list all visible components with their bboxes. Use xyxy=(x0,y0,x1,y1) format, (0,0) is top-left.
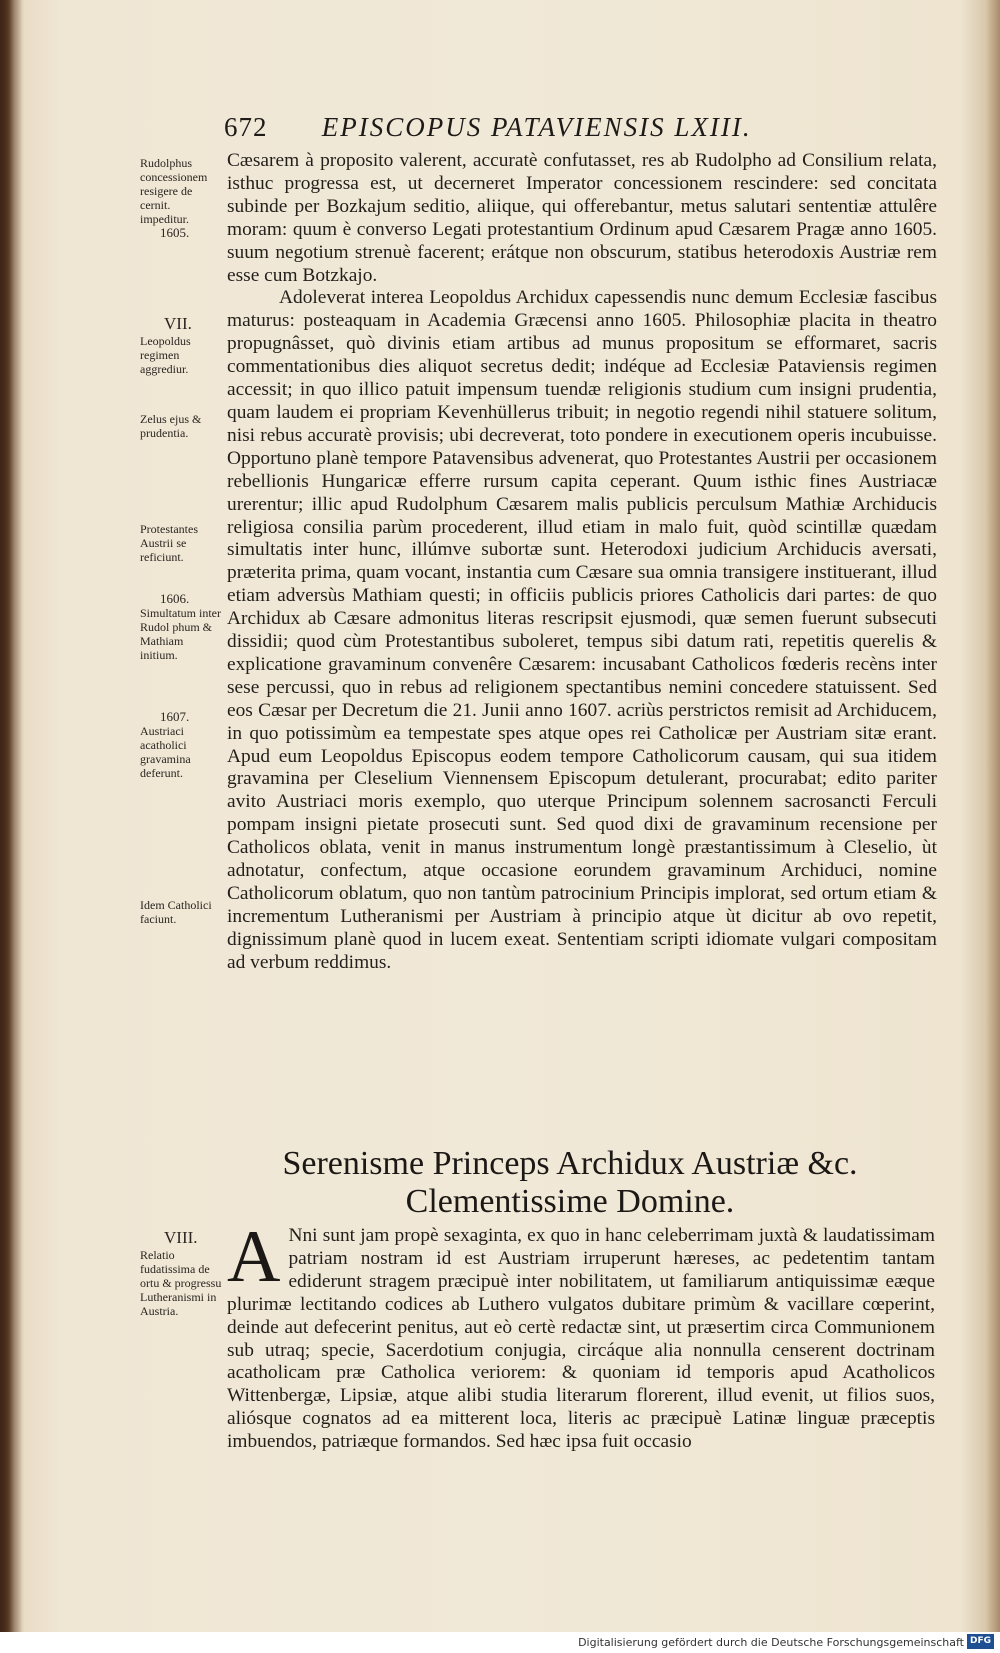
footer-credit: Digitalisierung gefördert durch die Deutsche Forschungsgemeinschaft xyxy=(578,1636,964,1649)
margin-note-text: Rudolphus concessionem resigere de cernit. impeditur. xyxy=(140,156,208,226)
margin-note xyxy=(140,522,222,564)
dfg-logo: DFG xyxy=(967,1634,994,1649)
margin-note-year: 1607. xyxy=(160,709,190,724)
margin-note-text: Protestantes Austrii se reficiunt. xyxy=(140,522,198,564)
margin-note-year: 1605. xyxy=(160,225,190,240)
margin-note xyxy=(140,412,222,440)
section-number: VII. xyxy=(164,314,192,333)
margin-note-text: Relatio fudatissima de ortu & progressu Lutheranismi in Austria. xyxy=(140,1248,222,1318)
margin-note-text: Leopoldus regimen aggrediur. xyxy=(140,334,191,376)
margin-note-year: 1606. xyxy=(160,591,190,606)
margin-note xyxy=(140,592,222,662)
letter-text: Nni sunt jam propè sexaginta, ex quo in hanc celeberrimam juxtà & laudatissimam patriam nostram id est Austriam irruperunt hæreses, ac pedetentim tantam ediderunt stragem præcipuè inter nobilitatem, ut familiarum antiquissimæ eæque plurimæ lectitando codices ab Luthero vulgatos dubitare primùm & vacillare cœperint, deinde aut defecerint penitus, aut eò certè redactæ sint, ut præsertim circa Communionem sub utraq; specie, Sacerdotium conjugia, circáque alia nonnulla censerent doctrinam acatholicam præ Catholica veriorem: & quoniam id temporis apud Acatholicos Wittenbergæ, Lipsiæ, atque alibi studia literarum florerent, illud evenit, ut filios suos, aliósque cognatos ad ea mitterent loca, literis ac præcipuè Latinæ linguæ præceptis imbuendos, patriæque formandos. Sed hæc ipsa fuit occasio xyxy=(227,1225,935,1453)
margin-note xyxy=(140,710,222,780)
margin-note xyxy=(140,314,222,376)
section-number: VIII. xyxy=(164,1228,198,1247)
margin-note xyxy=(140,898,222,926)
drop-capital: A xyxy=(227,1216,281,1298)
margin-note xyxy=(140,1228,222,1318)
letter-heading-line2: Clementissime Domine. xyxy=(405,1183,735,1220)
margin-note-text: Simultatum inter Rudol phum & Mathiam initium. xyxy=(140,606,221,662)
paragraph: Adoleverat interea Leopoldus Archidux capessendis nunc demum Ecclesiæ fascibus maturus: posteaquam in Academia Græcensi anno 1605. Philosophiæ placita in theatro propugnâsset, quò divinis etiam artibus ad munus propositum se efformaret, sacris commentationibus dies aliquot secretus dedit; indéque ad Ecclesiæ Pataviensis regimen accessit; in quo illico patuit impensum tuendæ religionis studium cum insigni prudentia, quam laudem ei propriam Kevenhüllerus tribuit; in negotio regendi nihil statuere solitum, nisi rebus accuratè provisis; ubi decreverat, toto pondere in executionem operis incubuisse. Opportuno planè tempore Patavensibus advenerat, quo Protestantes Austrii per occasionem rebellionis Hungaricæ efferre rursum capita ceperant. Quum isthic fines Austriacæ urerentur; illic apud Rudolphum Cæsarem malis publicis perculsum Mathiæ Archiducis religiosa consilia parùm procederent, illud etiam in malo fuit, quòd scintillæ quædam simultatis inter hunc, illúmve subortæ sunt. Heterodoxi judicium Archiducis aversati, præterita prima, quam vocant, instantia cum Cæsare sua omnia transigere instituerant, illud etiam adversùs Mathiam questi; in officiis publicis priores Catholicis dari partes: de quo Archidux ab Cæsare admonitus literas rescripsit ejusmodi, quæ semen fuerunt subsecuti dissidii; quod cùm Protestantibus suboleret, tempus sibi datum rati, repetitis querelis & explicatione gravaminum convenêre Cæsarem: incusabant Catholicos fœderis recèns inter sese percussi, quo in rebus ad religionem spectantibus nemini concedere statuissent. Sed eos Cæsar per Decretum die 21. Junii anno 1607. acriùs perstrictos remisit ad Archiducem, in quo potissimùm ea tempestate spes atque opes rei Catholicæ per Austriam sitæ erant. Apud eum Leopoldus Episcopus eodem tempore Catholicorum causam, qui sua itidem gravamina per Cleselium Viennensem Episcopum detulerant, procurabat; edito pariter avito Austriaci moris exemplo, quo uterque Principum solennem sacrosancti Ferculi pompam insigni pietate prosecuti sunt. Sed quod dixi de gravaminum recensione per Catholicos oblata, venit in manus instrumentum longè præstantissimum à Cleselio, ùt adnotatur, confectum, atque occasione eorundem gravaminum Archiduci, nomine Catholicorum oblatum, quo non tantùm patrocinium Principis implorat, sed ortum etiam & incrementum Lutheranismi per Austriam à principio atque ùt dicitur ab ovo repetit, dignissimum planè quod in lucem exeat. Sententiam scripti idiomate vulgari compositam ad verbum reddimus. xyxy=(227,287,937,973)
letter-heading-line1: Serenisme Princeps Archidux Austriæ &c. xyxy=(282,1145,858,1182)
main-text xyxy=(227,150,937,975)
margin-note-text: Zelus ejus & prudentia. xyxy=(140,412,202,440)
gutter-shadow xyxy=(0,0,24,1653)
margin-note xyxy=(140,156,222,240)
paragraph: Cæsarem à proposito valerent, accuratè confutasset, res ab Rudolpho ad Consilium relata, isthuc progressa est, ut decerneret Imperator concessionem rescindere: sed concitata subinde per Bozkajum seditio, aliique, qui offerebantur, metus salutari sententiæ attulêre moram: quum è converso Legati protestantium Ordinum apud Cæsarem Pragæ anno 1605. suum negotium strenuè facerent; erátque non obscurum, statibus heterodoxis Austriæ rem esse cum Botzkajo. xyxy=(227,150,937,286)
margin-note-text: Idem Catholici faciunt. xyxy=(140,898,212,926)
running-head xyxy=(224,112,824,143)
running-title: EPISCOPUS PATAVIENSIS LXIII. xyxy=(321,112,752,142)
page-number: 672 xyxy=(224,112,268,142)
margin-note-text: Austriaci acatholici gravamina deferunt. xyxy=(140,724,191,780)
letter-body xyxy=(227,1216,935,1454)
